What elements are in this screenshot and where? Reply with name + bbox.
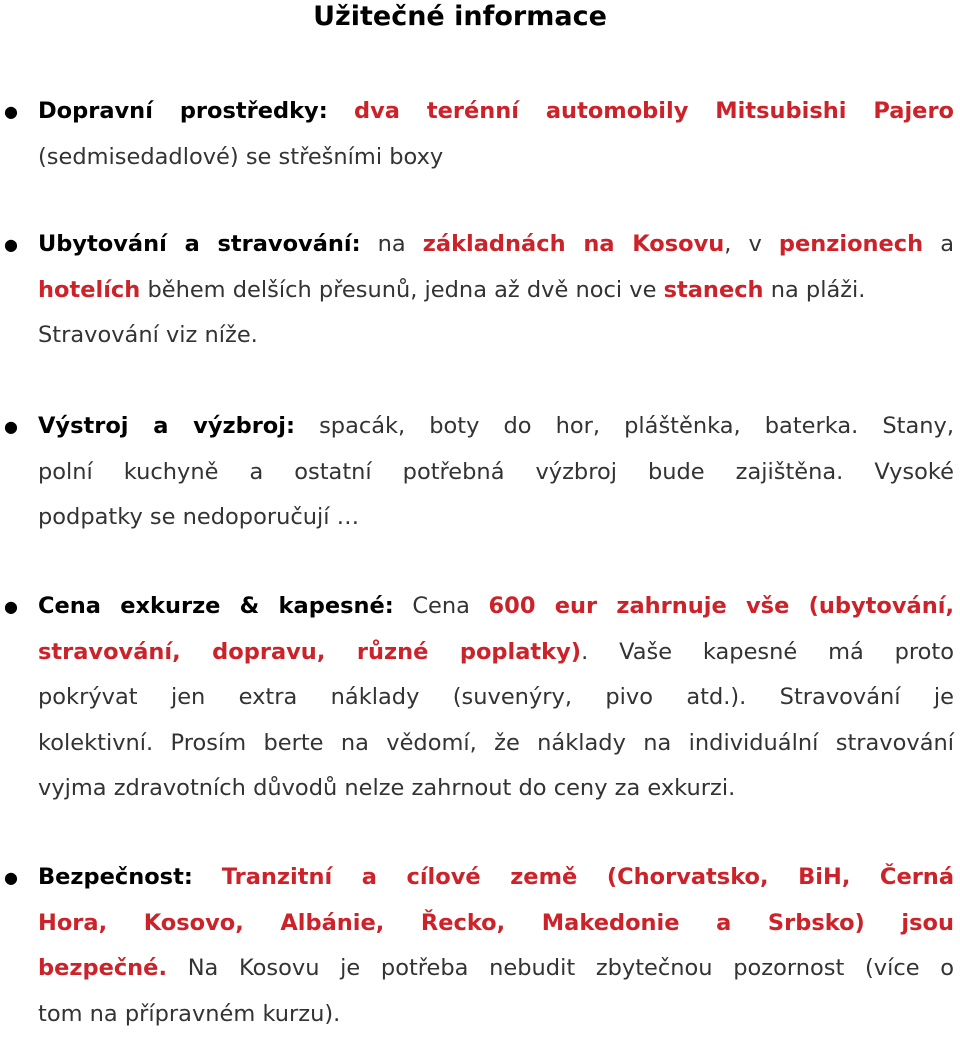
equipment-line-2: polní kuchyně a ostatní potřebná výzbroj bude zajištěna. Vysoké bbox=[38, 450, 954, 496]
price-line-4: kolektivní. Prosím berte na vědomí, že náklady na individuální stravování bbox=[38, 721, 954, 767]
bullet-icon: ● bbox=[4, 222, 18, 268]
equipment-line-1 bbox=[38, 404, 954, 450]
accommodation-highlight-3: hotelích bbox=[38, 277, 140, 303]
safety-line-1 bbox=[38, 855, 954, 901]
safety-highlight-1: Tranzitní a cílové země (Chorvatsko, BiH, Černá bbox=[222, 864, 954, 890]
bullet-icon: ● bbox=[4, 855, 18, 901]
accommodation-text-3: a bbox=[940, 231, 954, 257]
price-text-1: Cena bbox=[412, 593, 470, 619]
accommodation-line-1 bbox=[38, 222, 954, 268]
accommodation-highlight-1: základnách na Kosovu bbox=[423, 231, 725, 257]
safety-highlight-3: bezpečné. bbox=[38, 955, 167, 981]
accommodation-text-2: , v bbox=[724, 231, 762, 257]
accommodation-line-3: Stravování viz níže. bbox=[38, 313, 954, 359]
transport-rest: (sedmisedadlové) se střešními boxy bbox=[38, 135, 954, 181]
bullet-icon: ● bbox=[4, 89, 18, 135]
transport-line-1 bbox=[38, 89, 954, 135]
safety-line-3 bbox=[38, 946, 954, 992]
accommodation-label: Ubytování a stravování: bbox=[38, 231, 361, 257]
price-text-2: . Vaše kapesné má proto bbox=[581, 639, 954, 665]
equipment-line-3: podpatky se nedoporučují … bbox=[38, 495, 954, 541]
price-line-3: pokrývat jen extra náklady (suvenýry, pivo atd.). Stravování je bbox=[38, 675, 954, 721]
bullet-icon: ● bbox=[4, 584, 18, 630]
price-label: Cena exkurze & kapesné: bbox=[38, 593, 394, 619]
page-title: Užitečné informace bbox=[0, 0, 920, 34]
price-line-5: vyjma zdravotních důvodů nelze zahrnout do ceny za exkurzi. bbox=[38, 766, 954, 812]
section-safety bbox=[38, 855, 954, 1037]
section-equipment bbox=[38, 404, 954, 541]
bullet-icon: ● bbox=[4, 404, 18, 450]
safety-line-2: Hora, Kosovo, Albánie, Řecko, Makedonie a Srbsko) jsou bbox=[38, 901, 954, 947]
safety-label: Bezpečnost: bbox=[38, 864, 193, 890]
section-transport bbox=[38, 89, 954, 180]
accommodation-line-2 bbox=[38, 268, 954, 314]
price-line-1 bbox=[38, 584, 954, 630]
accommodation-text-5: na pláži. bbox=[771, 277, 866, 303]
equipment-text-1: spacák, boty do hor, pláštěnka, baterka. Stany, bbox=[319, 413, 954, 439]
price-highlight-2: stravování, dopravu, různé poplatky) bbox=[38, 639, 581, 665]
accommodation-text-1: na bbox=[378, 231, 406, 257]
section-accommodation bbox=[38, 222, 954, 359]
equipment-label: Výstroj a výzbroj: bbox=[38, 413, 295, 439]
accommodation-text-4: během delších přesunů, jedna až dvě noci ve bbox=[147, 277, 656, 303]
safety-line-4: tom na přípravném kurzu). bbox=[38, 992, 954, 1037]
price-highlight-1: 600 eur zahrnuje vše (ubytování, bbox=[489, 593, 955, 619]
price-line-2 bbox=[38, 630, 954, 676]
accommodation-highlight-2: penzionech bbox=[779, 231, 923, 257]
section-price bbox=[38, 584, 954, 812]
transport-highlight: dva terénní automobily Mitsubishi Pajero bbox=[354, 98, 954, 124]
accommodation-highlight-4: stanech bbox=[664, 277, 764, 303]
transport-label: Dopravní prostředky: bbox=[38, 98, 328, 124]
safety-text-1: Na Kosovu je potřeba nebudit zbytečnou pozornost (více o bbox=[188, 955, 954, 981]
